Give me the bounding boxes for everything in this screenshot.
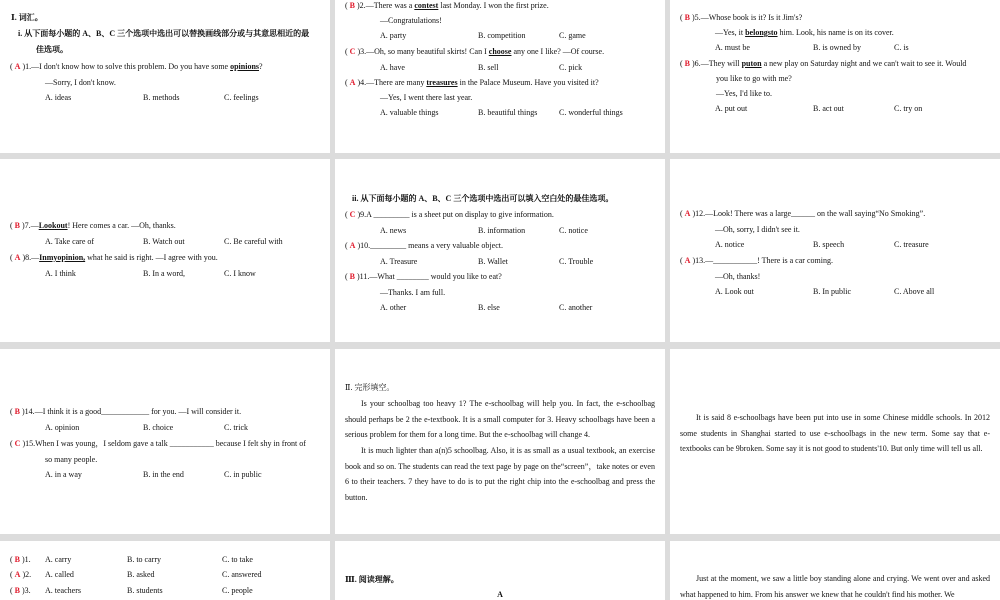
option-a: A. other <box>380 303 407 312</box>
option-c: C. people <box>222 586 253 595</box>
option-a: A. Treasure <box>380 257 418 266</box>
option-a: A. notice <box>715 240 745 249</box>
option-a: A. put out <box>715 104 748 113</box>
option-a: A. Look out <box>715 287 754 296</box>
question-line: you like to go with me? <box>716 74 792 83</box>
option-b: B. information <box>478 226 526 235</box>
option-b: B. Wallet <box>478 257 508 266</box>
option-a: A. party <box>380 31 407 40</box>
section-heading: Ⅰ. 词汇。 <box>11 13 43 22</box>
option-b: B. to carry <box>127 555 161 564</box>
question-12: ( A )12.—Look! There was a large______ on the wall saying“No Smoking”. <box>680 209 926 218</box>
question-4: ( A )4.—There are many treasures in the Palace Museum. Have you visited it? <box>345 78 599 87</box>
question-1: ( A )1.—I don't know how to solve this problem. Do you have some opinions? <box>10 62 263 71</box>
option-a: A. called <box>45 570 74 579</box>
option-b: B. else <box>478 303 500 312</box>
option-a: A. Take care of <box>45 237 95 246</box>
slide-panel-3[interactable] <box>670 0 1000 153</box>
option-a: A. opinion <box>45 423 80 432</box>
option-c: C. trick <box>224 423 248 432</box>
option-a: A. have <box>380 63 405 72</box>
slide-panel-12[interactable] <box>670 541 1000 600</box>
option-b: B. methods <box>143 93 180 102</box>
option-b: B. act out <box>813 104 844 113</box>
slide-panel-2[interactable] <box>335 0 665 153</box>
option-a: A. news <box>380 226 407 235</box>
question-line: —Yes, it belongsto him. Look, his name is on its cover. <box>715 28 894 37</box>
slide-panel-6[interactable] <box>670 159 1000 342</box>
option-c: C. to take <box>222 555 253 564</box>
option-a: A. ideas <box>45 93 72 102</box>
option-b: B. competition <box>478 31 526 40</box>
cloze-paragraph-3: It is said 8 e-schoolbags have been put into use in some Chinese middle schools. In 2012 some students in Shanghai started to use e-schoolbags in the new term. Some say that e-textbooks can be 9broken. Some say it is not good to students'10. But only time will tell us all. <box>680 413 990 453</box>
answer-row: ( A )2. <box>10 570 32 579</box>
question-line: —Thanks. I am full. <box>380 288 446 297</box>
slide-panel-11[interactable] <box>335 541 665 600</box>
option-b: B. In a word, <box>143 269 185 278</box>
option-b: B. In public <box>813 287 851 296</box>
question-14: ( B )14.—I think it is a good____________ for you. —I will consider it. <box>10 407 242 416</box>
option-b: B. beautiful things <box>478 108 538 117</box>
option-c: C. feelings <box>224 93 259 102</box>
cloze-paragraph-1: Is your schoolbag too heavy 1? The e-schoolbag will help you. In fact, the e-schoolbag should perhaps be 2 the e-textbook. It is a small computer for 3. Heavy schoolbags have been a serious problem for them for a long time. But the e-schoolbag will change 4. <box>345 399 655 439</box>
question-5: ( B )5.—Whose book is it? Is it Jim's? <box>680 13 803 22</box>
slide-panel-7[interactable] <box>0 349 330 534</box>
option-c: C. treasure <box>894 240 929 249</box>
question-line: —Oh, thanks! <box>715 272 761 281</box>
slide-panel-5[interactable] <box>335 159 665 342</box>
question-13: ( A )13.—___________! There is a car coming. <box>680 256 833 265</box>
instruction: ii. 从下面每小题的 A、B、C 三个选项中选出可以填入空白处的最佳选项。 <box>352 194 614 203</box>
question-line: so many people. <box>45 455 98 464</box>
option-c: C. I know <box>224 269 256 278</box>
question-9: ( C )9.A _________ is a sheet put on display to give information. <box>345 210 554 219</box>
question-line: —Oh, sorry, I didn't see it. <box>715 225 800 234</box>
slide-panel-1[interactable] <box>0 0 330 153</box>
option-c: C. answered <box>222 570 262 579</box>
slide-panel-10[interactable] <box>0 541 330 600</box>
answer-row: ( B )3. <box>10 586 31 595</box>
slide-panel-4[interactable] <box>0 159 330 342</box>
slide-panel-9[interactable] <box>670 349 1000 534</box>
option-a: A. I think <box>45 269 76 278</box>
slide-panel-8[interactable] <box>335 349 665 534</box>
option-b: B. students <box>127 586 163 595</box>
instruction-cont: 佳选项。 <box>36 45 68 54</box>
option-c: C. game <box>559 31 586 40</box>
option-b: B. asked <box>127 570 155 579</box>
option-c: C. try on <box>894 104 923 113</box>
option-b: B. speech <box>813 240 845 249</box>
cloze-paragraph-2: It is much lighter than a(n)5 schoolbag. Also, it is as small as a usual textbook, an exercise book and so on. The students can read the text page by page on the“screen”，take notes or even 6 to their teachers. 7 they have to do is to put the right chip into the e-schoolbag and press the button. <box>345 446 655 502</box>
question-3: ( C )3.—Oh, so many beautiful skirts! Can I choose any one I like? —Of course. <box>345 47 605 56</box>
option-c: C. notice <box>559 226 588 235</box>
option-c: C. pick <box>559 63 583 72</box>
option-a: A. carry <box>45 555 72 564</box>
question-line: —Yes, I went there last year. <box>380 93 473 102</box>
question-8: ( A )8.—Inmyopinion, what he said is right. —I agree with you. <box>10 253 218 262</box>
option-c: C. is <box>894 43 909 52</box>
option-b: B. sell <box>478 63 499 72</box>
option-c: C. Trouble <box>559 257 594 266</box>
question-line: —Congratulations! <box>380 16 442 25</box>
option-a: A. in a way <box>45 470 82 479</box>
option-b: B. choice <box>143 423 174 432</box>
option-a: A. valuable things <box>380 108 439 117</box>
question-7: ( B )7.—Lookout! Here comes a car. —Oh, thanks. <box>10 221 176 230</box>
section-heading: Ⅲ. 阅读理解。 <box>345 575 399 584</box>
question-2: ( B )2.—There was a contest last Monday. I won the first prize. <box>345 1 549 10</box>
question-15: ( C )15.When I was young，I seldom gave a talk ___________ because I felt shy in front of <box>10 439 306 448</box>
option-c: C. in public <box>224 470 262 479</box>
question-line: —Yes, I'd like to. <box>716 89 772 98</box>
reading-paragraph: Just at the moment, we saw a little boy standing alone and crying. We went over and asked what happened to him. From his answer we knew that he couldn't find his mother. We <box>680 574 990 599</box>
option-c: C. another <box>559 303 593 312</box>
section-heading: Ⅱ. 完形填空。 <box>345 383 395 392</box>
question-10: ( A )10._________ means a very valuable object. <box>345 241 503 250</box>
answer-row: ( B )1. <box>10 555 31 564</box>
option-b: B. Watch out <box>143 237 185 246</box>
option-c: C. wonderful things <box>559 108 623 117</box>
option-c: C. Above all <box>894 287 935 296</box>
option-c: C. Be careful with <box>224 237 283 246</box>
option-a: A. must be <box>715 43 750 52</box>
question-6: ( B )6.—They will puton a new play on Saturday night and we can't wait to see it. Would <box>680 59 967 68</box>
option-a: A. teachers <box>45 586 81 595</box>
question-11: ( B )11.—What ________ would you like to eat? <box>345 272 502 281</box>
option-b: B. in the end <box>143 470 184 479</box>
answer-key: A <box>14 62 21 71</box>
option-b: B. is owned by <box>813 43 861 52</box>
question-line: —Sorry, I don't know. <box>45 78 116 87</box>
passage-label: A <box>497 590 503 599</box>
instruction: i. 从下面每小题的 A、B、C 三个选项中选出可以替换画线部分或与其意思相近的最 <box>18 29 310 38</box>
